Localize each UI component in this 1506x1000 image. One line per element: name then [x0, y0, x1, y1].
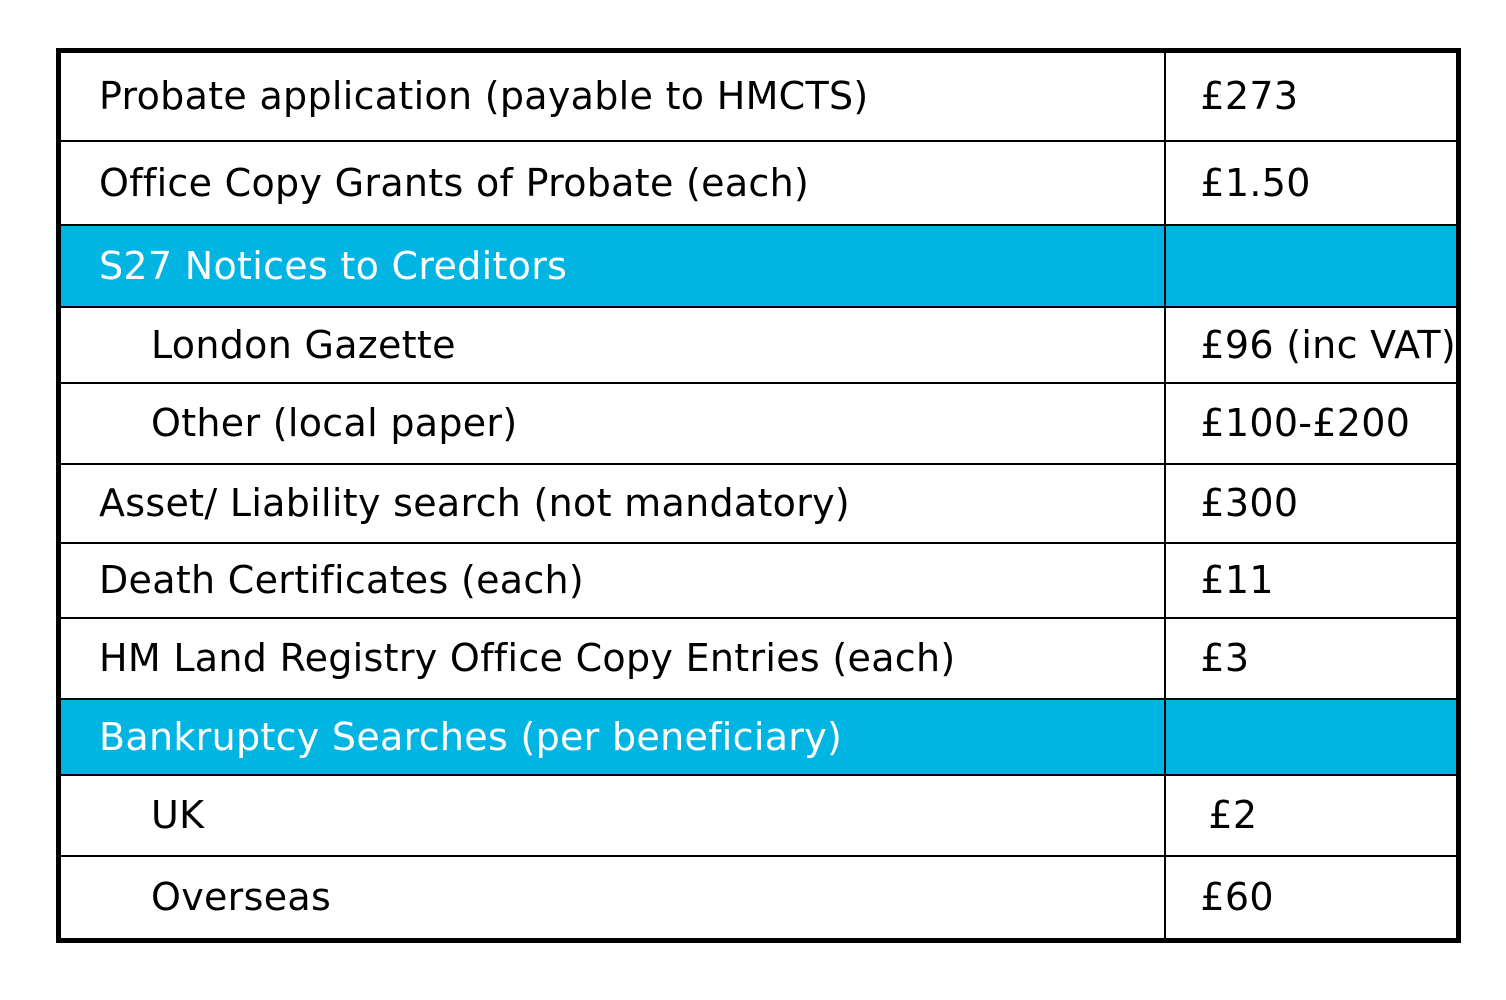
row-value: £3 [1165, 618, 1458, 699]
row-value [1165, 699, 1458, 775]
row-label: Overseas [59, 856, 1166, 941]
row-label: London Gazette [59, 307, 1166, 383]
row-value: £1.50 [1165, 141, 1458, 225]
row-value [1165, 225, 1458, 307]
row-value: £273 [1165, 51, 1458, 141]
row-label: Other (local paper) [59, 383, 1166, 464]
table-row [59, 856, 1459, 941]
row-value: £60 [1165, 856, 1458, 941]
row-label: Asset/ Liability search (not mandatory) [59, 464, 1166, 543]
row-value: £300 [1165, 464, 1458, 543]
table-row [59, 383, 1459, 464]
section-label: Bankruptcy Searches (per beneficiary) [59, 699, 1166, 775]
table-row [59, 618, 1459, 699]
section-header-row [59, 699, 1459, 775]
section-header-row [59, 225, 1459, 307]
section-label: S27 Notices to Creditors [59, 225, 1166, 307]
table-row [59, 775, 1459, 856]
row-label: Death Certificates (each) [59, 543, 1166, 618]
fees-table [56, 48, 1461, 943]
table-row [59, 51, 1459, 141]
row-value: £96 (inc VAT) [1165, 307, 1458, 383]
row-value: £11 [1165, 543, 1458, 618]
row-value: £100-£200 [1165, 383, 1458, 464]
row-value: £2 [1165, 775, 1458, 856]
row-label: UK [59, 775, 1166, 856]
row-label: HM Land Registry Office Copy Entries (each) [59, 618, 1166, 699]
table-row [59, 464, 1459, 543]
table-row [59, 307, 1459, 383]
table-row [59, 141, 1459, 225]
row-label: Probate application (payable to HMCTS) [59, 51, 1166, 141]
row-label: Office Copy Grants of Probate (each) [59, 141, 1166, 225]
table-row [59, 543, 1459, 618]
